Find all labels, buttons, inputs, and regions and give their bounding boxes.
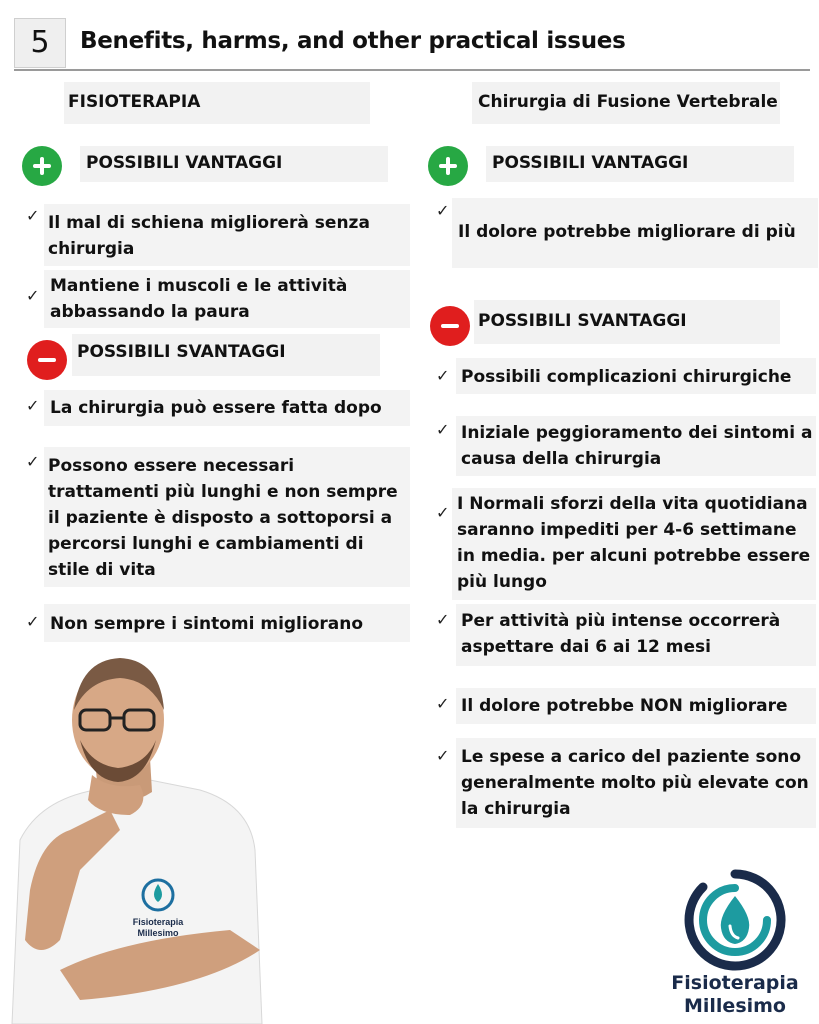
right-pro-1: Il dolore potrebbe migliorare di più bbox=[458, 222, 796, 242]
right-con-1: Possibili complicazioni chirurgiche bbox=[461, 367, 792, 387]
check-icon: ✓ bbox=[436, 201, 450, 220]
right-cons-title: POSSIBILI SVANTAGGI bbox=[478, 311, 687, 331]
left-pro-1: Il mal di schiena migliorerà senza chirurgia bbox=[48, 213, 370, 259]
check-icon: ✓ bbox=[436, 694, 450, 713]
section-number: 5 bbox=[30, 25, 50, 60]
check-icon: ✓ bbox=[26, 396, 40, 415]
shirt-logo-line2: Millesimo bbox=[137, 928, 179, 938]
plus-icon bbox=[22, 146, 62, 186]
right-con-2: Iniziale peggioramento dei sintomi a causa della chirurgia bbox=[461, 423, 813, 469]
minus-icon bbox=[430, 306, 470, 346]
check-icon: ✓ bbox=[436, 420, 450, 439]
clinic-logo-icon bbox=[683, 868, 787, 972]
left-con-1: La chirurgia può essere fatta dopo bbox=[50, 398, 382, 418]
check-icon: ✓ bbox=[436, 746, 450, 765]
left-con-3: Non sempre i sintomi migliorano bbox=[50, 614, 364, 634]
check-icon: ✓ bbox=[436, 610, 450, 629]
check-icon: ✓ bbox=[26, 286, 40, 305]
right-con-3: I Normali sforzi della vita quotidiana saranno impediti per 4-6 settimane in media. per alcuni potrebbe essere più lungo bbox=[457, 494, 811, 592]
page-title: Benefits, harms, and other practical issues bbox=[80, 28, 626, 54]
left-pros-title: POSSIBILI VANTAGGI bbox=[86, 153, 283, 173]
right-con-6: Le spese a carico del paziente sono generalmente molto più elevate con la chirurgia bbox=[461, 747, 809, 819]
right-con-4: Per attività più intense occorrerà aspettare dai 6 ai 12 mesi bbox=[461, 611, 781, 657]
check-icon: ✓ bbox=[26, 452, 40, 471]
left-column-title: FISIOTERAPIA bbox=[68, 92, 201, 112]
left-cons-title: POSSIBILI SVANTAGGI bbox=[77, 342, 286, 362]
plus-icon bbox=[428, 146, 468, 186]
check-icon: ✓ bbox=[436, 503, 450, 522]
shirt-logo-line1: Fisioterapia bbox=[132, 917, 184, 927]
right-pros-title: POSSIBILI VANTAGGI bbox=[492, 153, 689, 173]
check-icon: ✓ bbox=[26, 612, 40, 631]
check-icon: ✓ bbox=[26, 206, 40, 225]
therapist-photo bbox=[0, 640, 300, 1024]
check-icon: ✓ bbox=[436, 366, 450, 385]
right-con-5: Il dolore potrebbe NON migliorare bbox=[461, 696, 788, 716]
header-divider bbox=[14, 69, 810, 71]
clinic-logo-line2: Millesimo bbox=[683, 995, 786, 1017]
left-con-2: Possono essere necessari trattamenti più lunghi e non sempre il paziente è disposto a sottoporsi a percorsi lunghi e cambiamenti di stile di vita bbox=[48, 456, 398, 580]
right-column-title: Chirurgia di Fusione Vertebrale bbox=[478, 92, 778, 112]
left-pro-2: Mantiene i muscoli e le attività abbassando la paura bbox=[50, 276, 348, 322]
clinic-logo-line1: Fisioterapia bbox=[671, 972, 799, 994]
minus-icon bbox=[27, 340, 67, 380]
